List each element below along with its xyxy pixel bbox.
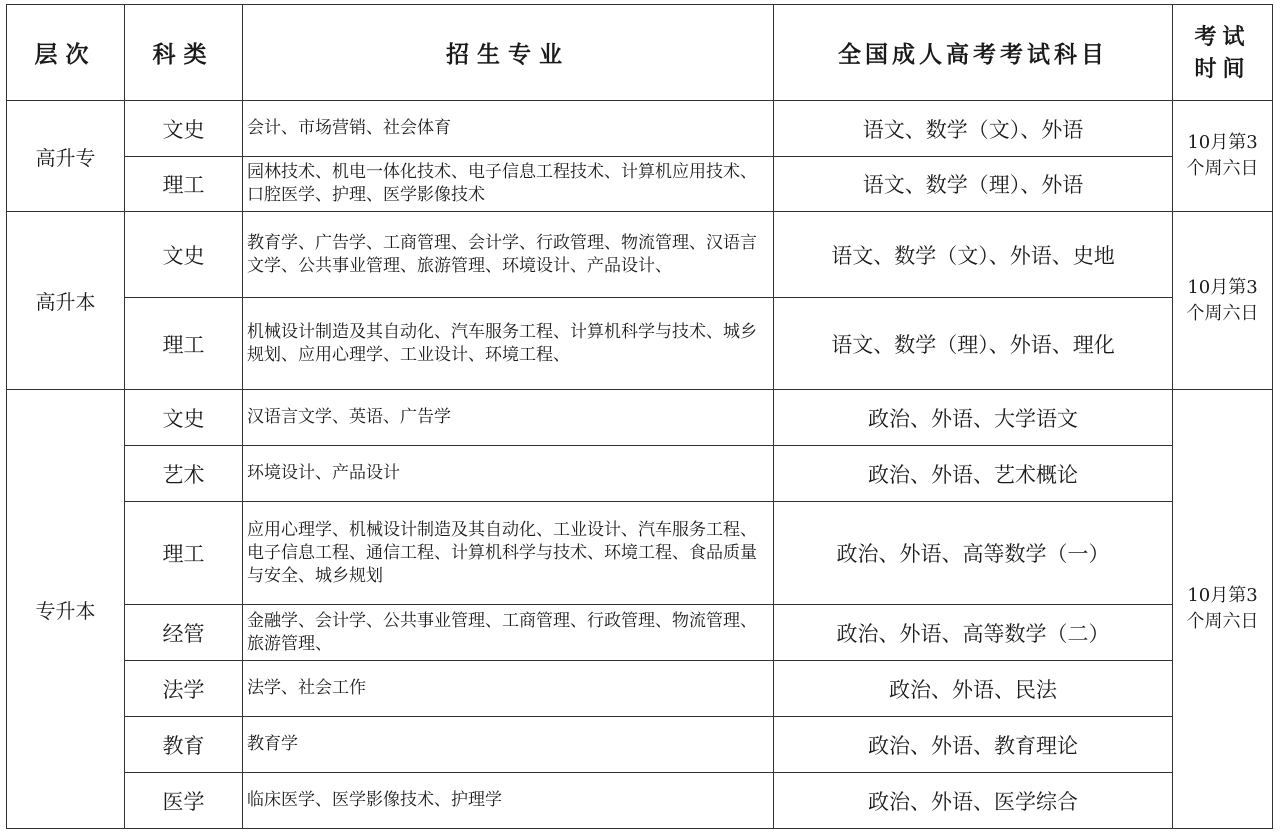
majors-cell: 园林技术、机电一体化技术、电子信息工程技术、计算机应用技术、口腔医学、护理、医学影像技术 [243,157,774,212]
table-row [7,101,1273,157]
majors-cell: 金融学、会计学、公共事业管理、工商管理、行政管理、物流管理、旅游管理、 [243,605,774,661]
majors-cell: 环境设计、产品设计 [243,446,774,502]
level-cell: 高升专 [7,101,125,212]
table-row [7,661,1273,717]
exam-time-cell [1173,101,1273,212]
category-cell: 文史 [125,390,243,446]
table-row [7,157,1273,212]
header-category: 科类 [125,5,243,101]
subjects-cell: 政治、外语、高等数学（二） [774,605,1173,661]
exam-time-line2: 个周六日 [1186,158,1259,179]
exam-table [6,4,1273,829]
header-time-line2: 时间 [1194,55,1251,82]
category-cell: 教育 [125,717,243,773]
majors-cell: 应用心理学、机械设计制造及其自动化、工业设计、汽车服务工程、电子信息工程、通信工程、计算机科学与技术、环境工程、食品质量与安全、城乡规划 [243,502,774,605]
category-cell: 文史 [125,212,243,298]
header-level: 层次 [7,5,125,101]
category-cell: 医学 [125,773,243,829]
exam-time-line1: 10月第3 [1187,276,1258,298]
majors-cell: 机械设计制造及其自动化、汽车服务工程、计算机科学与技术、城乡规划、应用心理学、工业设计、环境工程、 [243,298,774,390]
table-row [7,390,1273,446]
table-row [7,773,1273,829]
exam-time-cell [1173,212,1273,390]
subjects-cell: 政治、外语、高等数学（一） [774,502,1173,605]
subjects-cell: 政治、外语、医学综合 [774,773,1173,829]
table-row [7,446,1273,502]
header-time-line1: 考试 [1194,23,1251,50]
majors-cell: 会计、市场营销、社会体育 [243,101,774,157]
subjects-cell: 政治、外语、民法 [774,661,1173,717]
exam-time-cell [1173,390,1273,829]
majors-cell: 教育学、广告学、工商管理、会计学、行政管理、物流管理、汉语言文学、公共事业管理、旅游管理、环境设计、产品设计、 [243,212,774,298]
category-cell: 艺术 [125,446,243,502]
exam-time-line1: 10月第3 [1187,585,1258,606]
level-cell: 高升本 [7,212,125,390]
subjects-cell: 政治、外语、艺术概论 [774,446,1173,502]
majors-cell: 教育学 [243,717,774,773]
table-row [7,298,1273,390]
header-time [1173,5,1273,101]
level-cell: 专升本 [7,390,125,829]
exam-table-container [6,4,1273,829]
category-cell: 经管 [125,605,243,661]
header-subjects: 全国成人高考考试科目 [774,5,1173,101]
subjects-cell: 政治、外语、大学语文 [774,390,1173,446]
table-row [7,605,1273,661]
category-cell: 法学 [125,661,243,717]
subjects-cell: 语文、数学（文）、外语 [774,101,1173,157]
subjects-cell: 政治、外语、教育理论 [774,717,1173,773]
category-cell: 理工 [125,157,243,212]
header-majors: 招生专业 [243,5,774,101]
exam-time-line2: 个周六日 [1186,611,1259,632]
majors-cell: 法学、社会工作 [243,661,774,717]
subjects-cell: 语文、数学（理）、外语、理化 [774,298,1173,390]
table-row [7,717,1273,773]
subjects-cell: 语文、数学（文）、外语、史地 [774,212,1173,298]
table-row [7,502,1273,605]
majors-cell: 临床医学、医学影像技术、护理学 [243,773,774,829]
table-row [7,212,1273,298]
majors-cell: 汉语言文学、英语、广告学 [243,390,774,446]
exam-time-line1: 10月第3 [1187,132,1258,153]
exam-time-line2: 个周六日 [1186,302,1259,324]
category-cell: 文史 [125,101,243,157]
subjects-cell: 语文、数学（理）、外语 [774,157,1173,212]
category-cell: 理工 [125,298,243,390]
category-cell: 理工 [125,502,243,605]
header-row [7,5,1273,101]
